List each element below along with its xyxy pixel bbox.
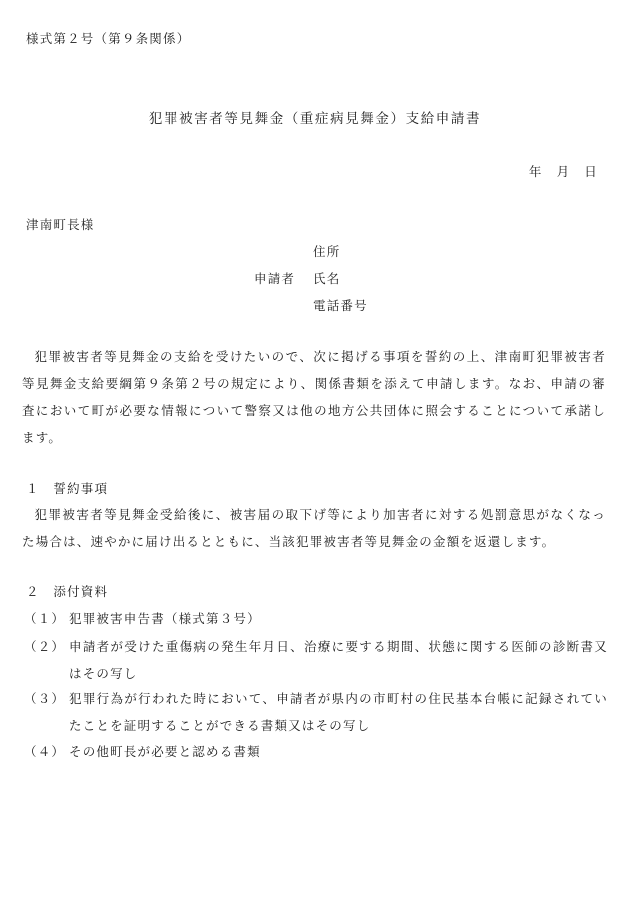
addressee: 津南町長様 (26, 217, 95, 232)
applicant-phone-label: 電話番号 (313, 298, 368, 313)
attachment-number: （１） (24, 611, 66, 626)
attachment-number: （２） (24, 639, 66, 654)
pledge-paragraph: 犯罪被害者等見舞金受給後に、被害届の取下げ等により加害者に対する処罰意思がなくなった場合は、速やかに届け出るとともに、当該犯罪被害者等見舞金の金額を返還します。 (22, 507, 606, 549)
attachment-number: （３） (24, 691, 66, 706)
attachment-item (24, 685, 608, 739)
attachment-text: 犯罪行為が行われた時において、申請者が県内の市町村の住民基本台帳に記録されていたことを証明することができる書類又はその写し (69, 691, 608, 733)
document-title: 犯罪被害者等見舞金（重症病見舞金）支給申請書 (148, 111, 482, 127)
attachment-item (24, 633, 608, 687)
attachment-text: 犯罪被害申告書（様式第３号） (69, 611, 261, 626)
applicant-name-label: 氏名 (313, 271, 341, 286)
attachment-item (24, 605, 608, 632)
date-day: 日 (584, 164, 598, 179)
attachment-item (24, 738, 608, 765)
date-line (529, 162, 598, 180)
attachment-text: その他町長が必要と認める書類 (69, 744, 261, 759)
intro-paragraph: 犯罪被害者等見舞金の支給を受けたいので、次に掲げる事項を誓約の上、津南町犯罪被害者等見舞金支給要綱第９条第２号の規定により、関係書類を添えて申請します。なお、申請の審査において町が必要な情報について警察又は他の地方公共団体に照会することについて承諾します。 (22, 349, 606, 445)
section-2-heading: ２ 添付資料 (26, 584, 109, 599)
date-year: 年 (528, 164, 543, 179)
applicant-address-label: 住所 (313, 244, 341, 259)
form-number-label: 様式第２号（第９条関係） (26, 31, 191, 46)
section-1-heading: １ 誓約事項 (26, 481, 109, 496)
date-month: 月 (556, 164, 571, 179)
attachment-number: （４） (24, 744, 66, 759)
applicant-label: 申請者 (254, 271, 296, 286)
attachment-text: 申請者が受けた重傷病の発生年月日、治療に要する期間、状態に関する医師の診断書又はその写し (69, 639, 608, 681)
